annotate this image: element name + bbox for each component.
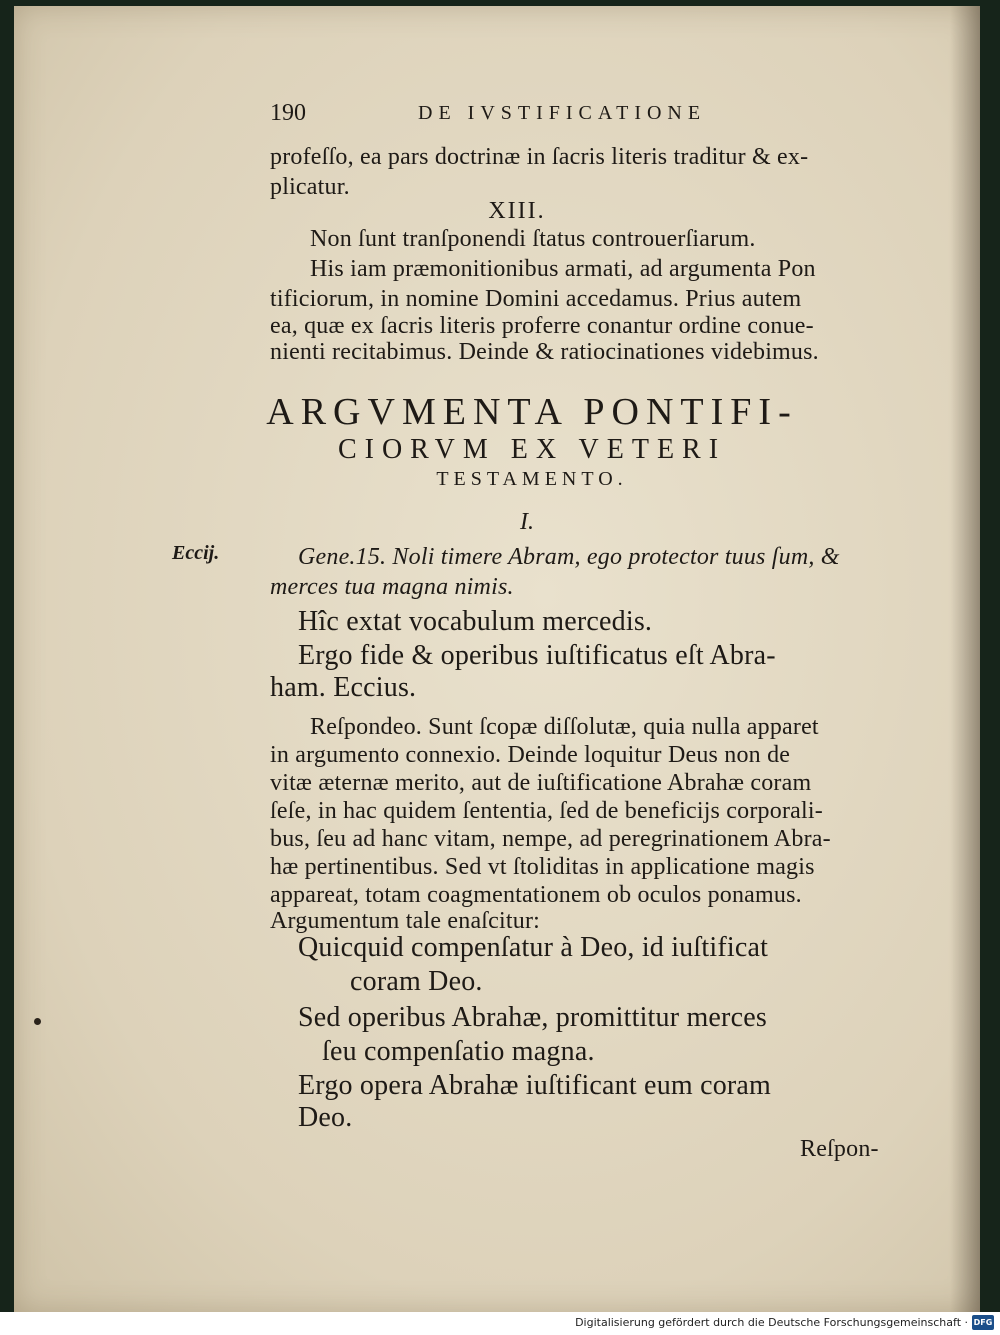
argument-line: Hîc extat vocabulum mercedis.	[298, 606, 653, 637]
heading-line-2: CIORVM EX VETERI	[337, 434, 727, 465]
response-line: vitæ æternæ merito, aut de iuſtificatione Abrahæ coram	[270, 770, 812, 796]
text-line: plicatur.	[270, 174, 350, 200]
funding-note: Digitalisierung gefördert durch die Deutsche Forschungsgemeinschaft ·	[575, 1316, 968, 1329]
syllogism-line: Sed operibus Abrahæ, promittitur merces	[298, 1002, 767, 1033]
syllogism-line: ſeu compenſatio magna.	[322, 1036, 595, 1067]
argument-line: ham. Eccius.	[270, 672, 417, 703]
argument-number: I.	[520, 509, 534, 535]
book-page	[14, 6, 980, 1312]
dfg-logo: DFG	[972, 1315, 994, 1330]
marginal-note: Eccij.	[172, 542, 220, 564]
quote-line: Gene.15. Noli timere Abram, ego protector tuus ſum, &	[298, 544, 840, 570]
running-title: DE IVSTIFICATIONE	[418, 102, 707, 124]
text-line: His iam præmonitionibus armati, ad argumenta Pon	[310, 256, 816, 282]
quote-line: merces tua magna nimis.	[270, 574, 514, 600]
syllogism-line: coram Deo.	[350, 966, 483, 997]
argument-line: Ergo fide & operibus iuſtificatus eſt Abra-	[298, 640, 776, 671]
section-number: XIII.	[488, 198, 546, 224]
response-line: bus, ſeu ad hanc vitam, nempe, ad peregrinationem Abra-	[270, 826, 831, 852]
response-line: hæ pertinentibus. Sed vt ſtoliditas in applicatione magis	[270, 854, 815, 880]
syllogism-line: Deo.	[298, 1102, 353, 1133]
text-line: nienti recitabimus. Deinde & ratiocinationes videbimus.	[270, 339, 819, 365]
heading-line-1: ARGVMENTA PONTIFI-	[266, 391, 798, 433]
syllogism-line: Ergo opera Abrahæ iuſtificant eum coram	[298, 1070, 772, 1101]
response-line: appareat, totam coagmentationem ob oculos ponamus.	[270, 882, 802, 908]
response-line: ſeſe, in hac quidem ſententia, ſed de beneficijs corporali-	[270, 798, 823, 824]
ink-blot	[34, 1018, 41, 1025]
text-line: tificiorum, in nomine Domini accedamus. Prius autem	[270, 286, 802, 312]
page-number: 190	[270, 100, 306, 126]
text-line: profeſſo, ea pars doctrinæ in ſacris literis traditur & ex-	[270, 144, 809, 170]
response-line: in argumento connexio. Deinde loquitur Deus non de	[270, 742, 791, 768]
section-title: Non ſunt tranſponendi ſtatus controuerſiarum.	[310, 226, 756, 252]
catchword: Reſpon-	[800, 1136, 879, 1162]
footer-bar	[0, 1312, 1000, 1335]
text-line: ea, quæ ex ſacris literis proferre conantur ordine conue-	[270, 313, 814, 339]
response-line: Argumentum tale enaſcitur:	[270, 908, 541, 934]
response-line: Reſpondeo. Sunt ſcopæ diſſolutæ, quia nulla apparet	[310, 714, 819, 740]
heading-line-3: TESTAMENTO.	[436, 468, 628, 490]
syllogism-line: Quicquid compenſatur à Deo, id iuſtificat	[298, 932, 769, 963]
